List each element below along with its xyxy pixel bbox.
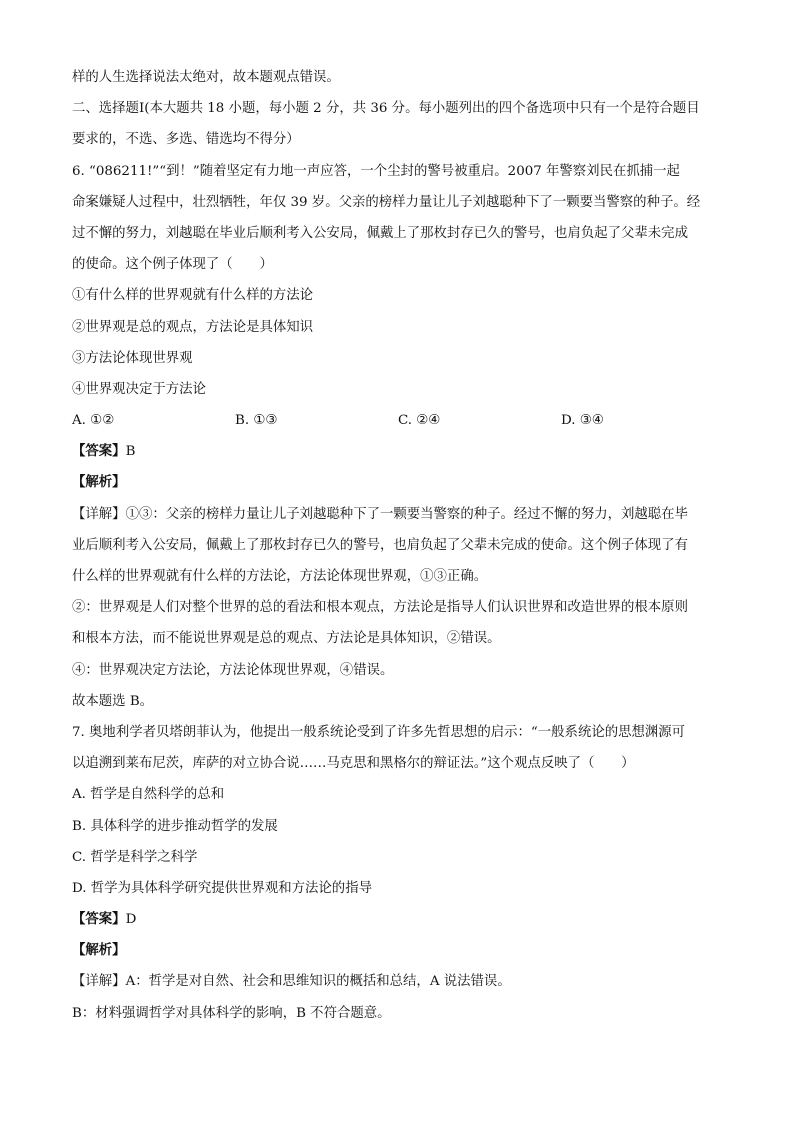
q7-option-d: D. 哲学为具体科学研究提供世界观和方法论的指导 — [72, 880, 372, 896]
q6-detail-line: ④：世界观决定方法论，方法论体现世界观，④错误。 — [72, 662, 394, 678]
q7-answer — [72, 904, 724, 935]
q7-option-a: A. 哲学是自然科学的总和 — [72, 787, 225, 803]
q7-stem-line: 7. 奥地利学者贝塔朗菲认为，他提出一般系统论受到了许多先哲思想的启示：“一般系统论的思想渊源可 — [72, 724, 686, 740]
detail-tag: 【详解】 — [72, 974, 126, 990]
detail-tag: 【详解】 — [72, 506, 126, 522]
q6-option-a: A. ①② — [72, 413, 115, 429]
answer-tag: 【答案】 — [72, 911, 126, 928]
answer-tag: 【答案】 — [72, 443, 126, 460]
q6-detail-line: 业后顺利考入公安局，佩戴上了那枚封存已久的警号，也肩负起了父辈未完成的使命。这个例子体现了有 — [72, 537, 688, 553]
q6-detail-line: 故本题选 B。 — [72, 693, 154, 709]
q6-stem-line: 命案嫌疑人过程中，壮烈牺牲，年仅 39 岁。父亲的榜样力量让儿子刘越聪种下了一颗要当警察的种子。经 — [72, 194, 701, 210]
q6-stem-line: 的使命。这个例子体现了（ ） — [72, 257, 273, 273]
q6-option-c: C. ②④ — [398, 413, 441, 429]
q6-options — [72, 405, 724, 436]
q6-stem-line: 6. “086211!”“到！”随着坚定有力地一声应答，一个尘封的警号被重启。2007 年警察刘民在抓捕一起 — [72, 163, 680, 179]
q6-statement: ②世界观是总的观点，方法论是具体知识 — [72, 319, 314, 335]
answer-value: D — [125, 912, 137, 928]
document-page — [72, 62, 724, 1029]
q6-detail-line: 和根本方法，而不能说世界观是总的观点、方法论是具体知识，②错误。 — [72, 631, 501, 647]
section-heading-cont: 要求的，不选、多选、错选均不得分） — [72, 132, 300, 148]
q6-detail-line: 什么样的世界观就有什么样的方法论，方法论体现世界观，①③正确。 — [72, 569, 488, 584]
q7-detail-line: B：材料强调哲学对具体科学的影响，B 不符合题意。 — [72, 1005, 391, 1021]
question-7 — [72, 717, 724, 1029]
answer-value: B — [125, 444, 136, 460]
detail-text: A：哲学是对自然、社会和思维知识的概括和总结，A 说法错误。 — [125, 974, 511, 990]
q6-detail-line — [72, 499, 724, 530]
section-heading: 二、选择题Ⅰ(本大题共 18 小题，每小题 2 分，共 36 分。每小题列出的四个备选项中只有一个是符合题目 — [72, 101, 700, 117]
q6-statement: ①有什么样的世界观就有什么样的方法论 — [72, 288, 314, 304]
q6-option-b: B. ①③ — [235, 413, 278, 429]
q7-detail-line — [72, 966, 724, 997]
q7-option-b: B. 具体科学的进步推动哲学的发展 — [72, 818, 278, 834]
q6-stem-line: 过不懈的努力，刘越聪在毕业后顺利考入公安局，佩戴上了那枚封存已久的警号，也肩负起了父辈未完成 — [72, 225, 688, 241]
q6-option-d: D. ③④ — [561, 413, 604, 429]
q7-option-c: C. 哲学是科学之科学 — [72, 849, 198, 865]
q7-analysis-heading — [72, 935, 724, 966]
q6-statement: ④世界观决定于方法论 — [72, 381, 206, 397]
analysis-tag: 【解析】 — [72, 474, 126, 491]
q6-statement: ③方法论体现世界观 — [72, 350, 193, 366]
detail-text: ①③：父亲的榜样力量让儿子刘越聪种下了一颗要当警察的种子。经过不懈的努力，刘越聪在毕 — [125, 506, 688, 522]
question-6 — [72, 156, 724, 717]
previous-answer-end: 样的人生选择说法太绝对，故本题观点错误。 — [72, 70, 340, 85]
analysis-tag: 【解析】 — [72, 942, 126, 959]
q6-answer — [72, 436, 724, 467]
q7-stem-line: 以追溯到莱布尼茨，库萨的对立协合说……马克思和黑格尔的辩证法。”这个观点反映了（ ） — [72, 756, 635, 772]
q6-detail-line: ②：世界观是人们对整个世界的总的看法和根本观点，方法论是指导人们认识世界和改造世界的根本原则 — [72, 600, 688, 616]
q6-analysis-heading — [72, 467, 724, 498]
